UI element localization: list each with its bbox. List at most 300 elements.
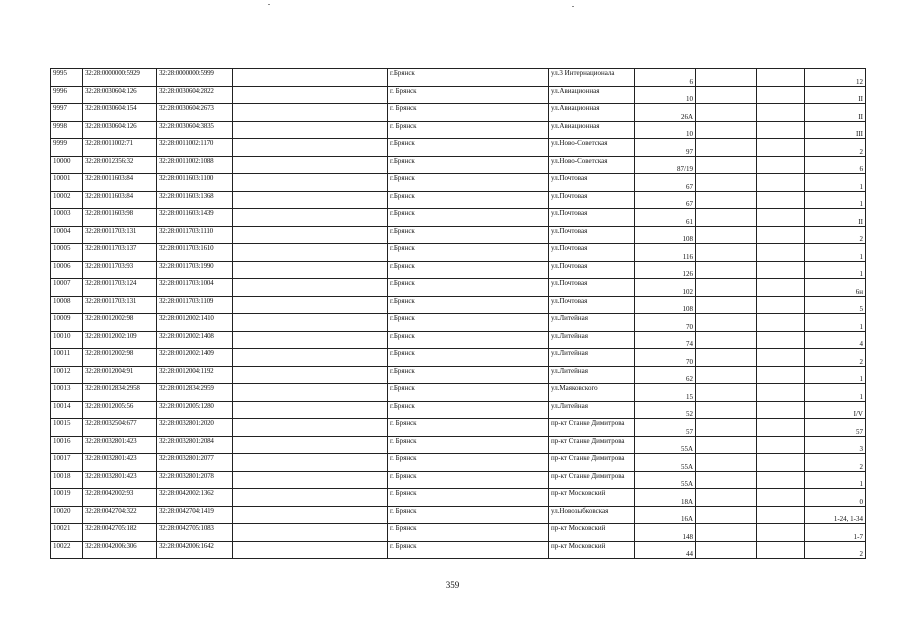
house-number-cell: 16А (635, 506, 696, 524)
premises-cell: 12 (805, 69, 866, 87)
empty-cell (696, 506, 757, 524)
premises-cell: 1 (805, 314, 866, 332)
house-number-cell: 74 (635, 331, 696, 349)
city-cell: г. Брянск (388, 86, 549, 104)
empty-cell (757, 384, 805, 402)
empty-cell (757, 156, 805, 174)
city-cell: г. Брянск (388, 104, 549, 122)
empty-cell (696, 331, 757, 349)
row-number-cell: 10006 (51, 261, 83, 279)
house-number-cell: 6 (635, 69, 696, 87)
premises-cell: 1-24, 1-34 (805, 506, 866, 524)
street-cell: пр-кт Станке Димитрова (549, 454, 635, 472)
city-cell: г. Брянск (388, 489, 549, 507)
table-row (51, 86, 866, 104)
city-cell: г.Брянск (388, 296, 549, 314)
land-cadastral-number-cell: 32:28:0012834:2958 (83, 384, 157, 402)
empty-cell (757, 104, 805, 122)
empty-cell (233, 419, 388, 437)
object-cadastral-number-cell: 32:28:0032801:2077 (157, 454, 233, 472)
empty-cell (233, 191, 388, 209)
object-cadastral-number-cell: 32:28:0012004:1192 (157, 366, 233, 384)
table-row (51, 506, 866, 524)
row-number-cell: 10017 (51, 454, 83, 472)
street-cell: ул.Почтовая (549, 174, 635, 192)
empty-cell (233, 506, 388, 524)
empty-cell (696, 366, 757, 384)
land-cadastral-number-cell: 32:28:0042002:93 (83, 489, 157, 507)
table-row (51, 471, 866, 489)
object-cadastral-number-cell: 32:28:0042006:1642 (157, 541, 233, 559)
row-number-cell: 10011 (51, 349, 83, 367)
object-cadastral-number-cell: 32:28:0012005:1280 (157, 401, 233, 419)
empty-cell (233, 209, 388, 227)
row-number-cell: 10009 (51, 314, 83, 332)
city-cell: г.Брянск (388, 139, 549, 157)
street-cell: ул.Литейная (549, 366, 635, 384)
empty-cell (757, 524, 805, 542)
table-row (51, 436, 866, 454)
empty-cell (233, 279, 388, 297)
table-row (51, 401, 866, 419)
empty-cell (757, 244, 805, 262)
street-cell: ул.Почтовая (549, 226, 635, 244)
empty-cell (233, 524, 388, 542)
empty-cell (696, 261, 757, 279)
empty-cell (696, 156, 757, 174)
table-row (51, 366, 866, 384)
premises-cell: 6н (805, 279, 866, 297)
land-cadastral-number-cell: 32:28:0012004:91 (83, 366, 157, 384)
land-cadastral-number-cell: 32:28:0012002:109 (83, 331, 157, 349)
row-number-cell: 10003 (51, 209, 83, 227)
city-cell: г.Брянск (388, 401, 549, 419)
street-cell: пр-кт Московский (549, 524, 635, 542)
empty-cell (757, 139, 805, 157)
object-cadastral-number-cell: 32:28:0032801:2084 (157, 436, 233, 454)
city-cell: г. Брянск (388, 419, 549, 437)
object-cadastral-number-cell: 32:28:0011002:1170 (157, 139, 233, 157)
street-cell: пр-кт Станке Димитрова (549, 471, 635, 489)
street-cell: пр-кт Станке Димитрова (549, 436, 635, 454)
house-number-cell: 61 (635, 209, 696, 227)
row-number-cell: 10007 (51, 279, 83, 297)
table-row (51, 244, 866, 262)
house-number-cell: 10 (635, 121, 696, 139)
empty-cell (757, 454, 805, 472)
row-number-cell: 10019 (51, 489, 83, 507)
empty-cell (696, 174, 757, 192)
table-row (51, 104, 866, 122)
empty-cell (696, 279, 757, 297)
city-cell: г.Брянск (388, 349, 549, 367)
premises-cell: 5 (805, 296, 866, 314)
land-cadastral-number-cell: 32:28:0011703:137 (83, 244, 157, 262)
row-number-cell: 9995 (51, 69, 83, 87)
street-cell: ул.Литейная (549, 314, 635, 332)
empty-cell (696, 139, 757, 157)
city-cell: г.Брянск (388, 314, 549, 332)
empty-cell (233, 366, 388, 384)
empty-cell (757, 279, 805, 297)
land-cadastral-number-cell: 32:28:0011603:84 (83, 191, 157, 209)
land-cadastral-number-cell: 32:28:0011603:84 (83, 174, 157, 192)
table-row (51, 139, 866, 157)
table-row (51, 209, 866, 227)
empty-cell (757, 191, 805, 209)
street-cell: пр-кт Станке Димитрова (549, 419, 635, 437)
row-number-cell: 10004 (51, 226, 83, 244)
empty-cell (757, 471, 805, 489)
house-number-cell: 116 (635, 244, 696, 262)
land-cadastral-number-cell: 32:28:0012002:98 (83, 349, 157, 367)
empty-cell (696, 401, 757, 419)
row-number-cell: 10020 (51, 506, 83, 524)
table-row (51, 121, 866, 139)
empty-cell (696, 489, 757, 507)
city-cell: г.Брянск (388, 209, 549, 227)
city-cell: г. Брянск (388, 471, 549, 489)
empty-cell (233, 349, 388, 367)
table-row (51, 156, 866, 174)
registry-table-body (51, 69, 866, 559)
empty-cell (233, 86, 388, 104)
empty-cell (233, 261, 388, 279)
city-cell: г.Брянск (388, 244, 549, 262)
land-cadastral-number-cell: 32:28:0011002:71 (83, 139, 157, 157)
house-number-cell: 126 (635, 261, 696, 279)
premises-cell: 1 (805, 384, 866, 402)
empty-cell (696, 296, 757, 314)
empty-cell (233, 244, 388, 262)
premises-cell: 0 (805, 489, 866, 507)
table-row (51, 541, 866, 559)
house-number-cell: 18А (635, 489, 696, 507)
empty-cell (757, 419, 805, 437)
object-cadastral-number-cell: 32:28:0012834:2959 (157, 384, 233, 402)
row-number-cell: 10005 (51, 244, 83, 262)
street-cell: ул.Литейная (549, 349, 635, 367)
land-cadastral-number-cell: 32:28:0011703:131 (83, 226, 157, 244)
table-row (51, 454, 866, 472)
premises-cell: 2 (805, 139, 866, 157)
land-cadastral-number-cell: 32:28:0032801:423 (83, 436, 157, 454)
city-cell: г. Брянск (388, 436, 549, 454)
object-cadastral-number-cell: 32:28:0011703:1110 (157, 226, 233, 244)
table-row (51, 279, 866, 297)
object-cadastral-number-cell: 32:28:0042705:1083 (157, 524, 233, 542)
premises-cell: 1 (805, 471, 866, 489)
empty-cell (696, 104, 757, 122)
street-cell: ул.Авиационная (549, 104, 635, 122)
row-number-cell: 10016 (51, 436, 83, 454)
table-row (51, 314, 866, 332)
scan-speck (572, 6, 574, 7)
empty-cell (233, 69, 388, 87)
street-cell: ул.Авиационная (549, 121, 635, 139)
empty-cell (757, 349, 805, 367)
row-number-cell: 10000 (51, 156, 83, 174)
empty-cell (233, 436, 388, 454)
empty-cell (696, 314, 757, 332)
house-number-cell: 62 (635, 366, 696, 384)
premises-cell: 1 (805, 261, 866, 279)
house-number-cell: 55А (635, 436, 696, 454)
empty-cell (757, 366, 805, 384)
empty-cell (757, 209, 805, 227)
empty-cell (757, 436, 805, 454)
table-row (51, 191, 866, 209)
premises-cell: 57 (805, 419, 866, 437)
city-cell: г. Брянск (388, 524, 549, 542)
table-row (51, 226, 866, 244)
object-cadastral-number-cell: 32:28:0030604:3835 (157, 121, 233, 139)
empty-cell (233, 384, 388, 402)
empty-cell (233, 174, 388, 192)
empty-cell (696, 121, 757, 139)
object-cadastral-number-cell: 32:28:0042002:1362 (157, 489, 233, 507)
object-cadastral-number-cell: 32:28:0012002:1410 (157, 314, 233, 332)
object-cadastral-number-cell: 32:28:0030604:2822 (157, 86, 233, 104)
house-number-cell: 55А (635, 454, 696, 472)
land-cadastral-number-cell: 32:28:0011703:124 (83, 279, 157, 297)
object-cadastral-number-cell: 32:28:0030604:2673 (157, 104, 233, 122)
street-cell: ул.Ново-Советская (549, 156, 635, 174)
street-cell: ул.Авиационная (549, 86, 635, 104)
street-cell: ул.Почтовая (549, 209, 635, 227)
empty-cell (233, 121, 388, 139)
street-cell: ул.Почтовая (549, 296, 635, 314)
empty-cell (233, 314, 388, 332)
street-cell: ул.Почтовая (549, 279, 635, 297)
empty-cell (696, 541, 757, 559)
house-number-cell: 67 (635, 191, 696, 209)
street-cell: ул.Литейная (549, 331, 635, 349)
object-cadastral-number-cell: 32:28:0011703:1990 (157, 261, 233, 279)
premises-cell: I/V (805, 401, 866, 419)
row-number-cell: 10010 (51, 331, 83, 349)
street-cell: ул.Ново-Советская (549, 139, 635, 157)
row-number-cell: 9999 (51, 139, 83, 157)
table-row (51, 331, 866, 349)
row-number-cell: 10015 (51, 419, 83, 437)
row-number-cell: 10001 (51, 174, 83, 192)
land-cadastral-number-cell: 32:28:0012356:32 (83, 156, 157, 174)
row-number-cell: 10021 (51, 524, 83, 542)
house-number-cell: 67 (635, 174, 696, 192)
table-row (51, 489, 866, 507)
premises-cell: 3 (805, 436, 866, 454)
city-cell: г.Брянск (388, 279, 549, 297)
city-cell: г.Брянск (388, 366, 549, 384)
empty-cell (696, 244, 757, 262)
land-cadastral-number-cell: 32:28:0042705:182 (83, 524, 157, 542)
object-cadastral-number-cell: 32:28:0011603:1368 (157, 191, 233, 209)
table-row (51, 384, 866, 402)
table-row (51, 349, 866, 367)
empty-cell (233, 331, 388, 349)
premises-cell: 1 (805, 366, 866, 384)
street-cell: ул.Литейная (549, 401, 635, 419)
land-cadastral-number-cell: 32:28:0030604:154 (83, 104, 157, 122)
empty-cell (757, 121, 805, 139)
city-cell: г. Брянск (388, 541, 549, 559)
empty-cell (757, 226, 805, 244)
land-cadastral-number-cell: 32:28:0042704:322 (83, 506, 157, 524)
city-cell: г.Брянск (388, 261, 549, 279)
object-cadastral-number-cell: 32:28:0011703:1109 (157, 296, 233, 314)
object-cadastral-number-cell: 32:28:0011703:1004 (157, 279, 233, 297)
empty-cell (233, 401, 388, 419)
row-number-cell: 10012 (51, 366, 83, 384)
premises-cell: III (805, 121, 866, 139)
empty-cell (696, 471, 757, 489)
premises-cell: II (805, 104, 866, 122)
table-row (51, 69, 866, 87)
empty-cell (757, 506, 805, 524)
land-cadastral-number-cell: 32:28:0012005:56 (83, 401, 157, 419)
empty-cell (696, 349, 757, 367)
empty-cell (696, 209, 757, 227)
house-number-cell: 57 (635, 419, 696, 437)
land-cadastral-number-cell: 32:28:0011703:93 (83, 261, 157, 279)
empty-cell (233, 156, 388, 174)
premises-cell: II (805, 86, 866, 104)
row-number-cell: 10022 (51, 541, 83, 559)
empty-cell (233, 226, 388, 244)
premises-cell: 2 (805, 454, 866, 472)
city-cell: г. Брянск (388, 454, 549, 472)
object-cadastral-number-cell: 32:28:0011603:1100 (157, 174, 233, 192)
land-cadastral-number-cell: 32:28:0030604:126 (83, 86, 157, 104)
object-cadastral-number-cell: 32:28:0011703:1610 (157, 244, 233, 262)
empty-cell (757, 86, 805, 104)
object-cadastral-number-cell: 32:28:0012002:1408 (157, 331, 233, 349)
empty-cell (757, 69, 805, 87)
row-number-cell: 10014 (51, 401, 83, 419)
house-number-cell: 44 (635, 541, 696, 559)
page-number: 359 (445, 580, 460, 590)
row-number-cell: 9998 (51, 121, 83, 139)
land-cadastral-number-cell: 32:28:0032504:677 (83, 419, 157, 437)
house-number-cell: 15 (635, 384, 696, 402)
house-number-cell: 26А (635, 104, 696, 122)
registry-table (50, 68, 866, 559)
empty-cell (233, 454, 388, 472)
city-cell: г.Брянск (388, 331, 549, 349)
house-number-cell: 87/19 (635, 156, 696, 174)
row-number-cell: 10018 (51, 471, 83, 489)
house-number-cell: 108 (635, 296, 696, 314)
empty-cell (233, 471, 388, 489)
house-number-cell: 148 (635, 524, 696, 542)
empty-cell (696, 69, 757, 87)
street-cell: ул.Почтовая (549, 191, 635, 209)
land-cadastral-number-cell: 32:28:0030604:126 (83, 121, 157, 139)
object-cadastral-number-cell: 32:28:0032801:2078 (157, 471, 233, 489)
row-number-cell: 10002 (51, 191, 83, 209)
street-cell: ул.Новозыбковская (549, 506, 635, 524)
city-cell: г.Брянск (388, 69, 549, 87)
empty-cell (757, 296, 805, 314)
city-cell: г. Брянск (388, 121, 549, 139)
row-number-cell: 10013 (51, 384, 83, 402)
empty-cell (757, 541, 805, 559)
table-row (51, 174, 866, 192)
empty-cell (233, 489, 388, 507)
empty-cell (696, 226, 757, 244)
empty-cell (696, 524, 757, 542)
empty-cell (696, 384, 757, 402)
empty-cell (757, 261, 805, 279)
land-cadastral-number-cell: 32:28:0042006:306 (83, 541, 157, 559)
empty-cell (696, 86, 757, 104)
house-number-cell: 102 (635, 279, 696, 297)
empty-cell (757, 174, 805, 192)
city-cell: г.Брянск (388, 226, 549, 244)
object-cadastral-number-cell: 32:28:0032801:2020 (157, 419, 233, 437)
row-number-cell: 9997 (51, 104, 83, 122)
empty-cell (696, 454, 757, 472)
table-row (51, 296, 866, 314)
table-row (51, 419, 866, 437)
empty-cell (233, 104, 388, 122)
premises-cell: II (805, 209, 866, 227)
land-cadastral-number-cell: 32:28:0012002:98 (83, 314, 157, 332)
street-cell: пр-кт Московский (549, 541, 635, 559)
house-number-cell: 70 (635, 349, 696, 367)
street-cell: пр-кт Московский (549, 489, 635, 507)
premises-cell: 1-7 (805, 524, 866, 542)
city-cell: г. Брянск (388, 506, 549, 524)
premises-cell: 2 (805, 541, 866, 559)
house-number-cell: 10 (635, 86, 696, 104)
empty-cell (757, 489, 805, 507)
premises-cell: 2 (805, 226, 866, 244)
empty-cell (757, 401, 805, 419)
empty-cell (696, 419, 757, 437)
premises-cell: 2 (805, 349, 866, 367)
premises-cell: 1 (805, 174, 866, 192)
city-cell: г.Брянск (388, 156, 549, 174)
street-cell: ул.Почтовая (549, 244, 635, 262)
house-number-cell: 52 (635, 401, 696, 419)
house-number-cell: 108 (635, 226, 696, 244)
city-cell: г.Брянск (388, 174, 549, 192)
city-cell: г.Брянск (388, 384, 549, 402)
land-cadastral-number-cell: 32:28:0011703:131 (83, 296, 157, 314)
object-cadastral-number-cell: 32:28:0012002:1409 (157, 349, 233, 367)
empty-cell (233, 139, 388, 157)
row-number-cell: 9996 (51, 86, 83, 104)
empty-cell (233, 296, 388, 314)
street-cell: ул.Маяковского (549, 384, 635, 402)
empty-cell (696, 436, 757, 454)
street-cell: ул.Почтовая (549, 261, 635, 279)
object-cadastral-number-cell: 32:28:0011603:1439 (157, 209, 233, 227)
city-cell: г.Брянск (388, 191, 549, 209)
house-number-cell: 97 (635, 139, 696, 157)
empty-cell (696, 191, 757, 209)
table-row (51, 261, 866, 279)
scan-speck (268, 4, 270, 5)
empty-cell (757, 314, 805, 332)
land-cadastral-number-cell: 32:28:0032801:423 (83, 471, 157, 489)
house-number-cell: 55А (635, 471, 696, 489)
land-cadastral-number-cell: 32:28:0032801:423 (83, 454, 157, 472)
street-cell: ул.3 Интернационала (549, 69, 635, 87)
table-row (51, 524, 866, 542)
